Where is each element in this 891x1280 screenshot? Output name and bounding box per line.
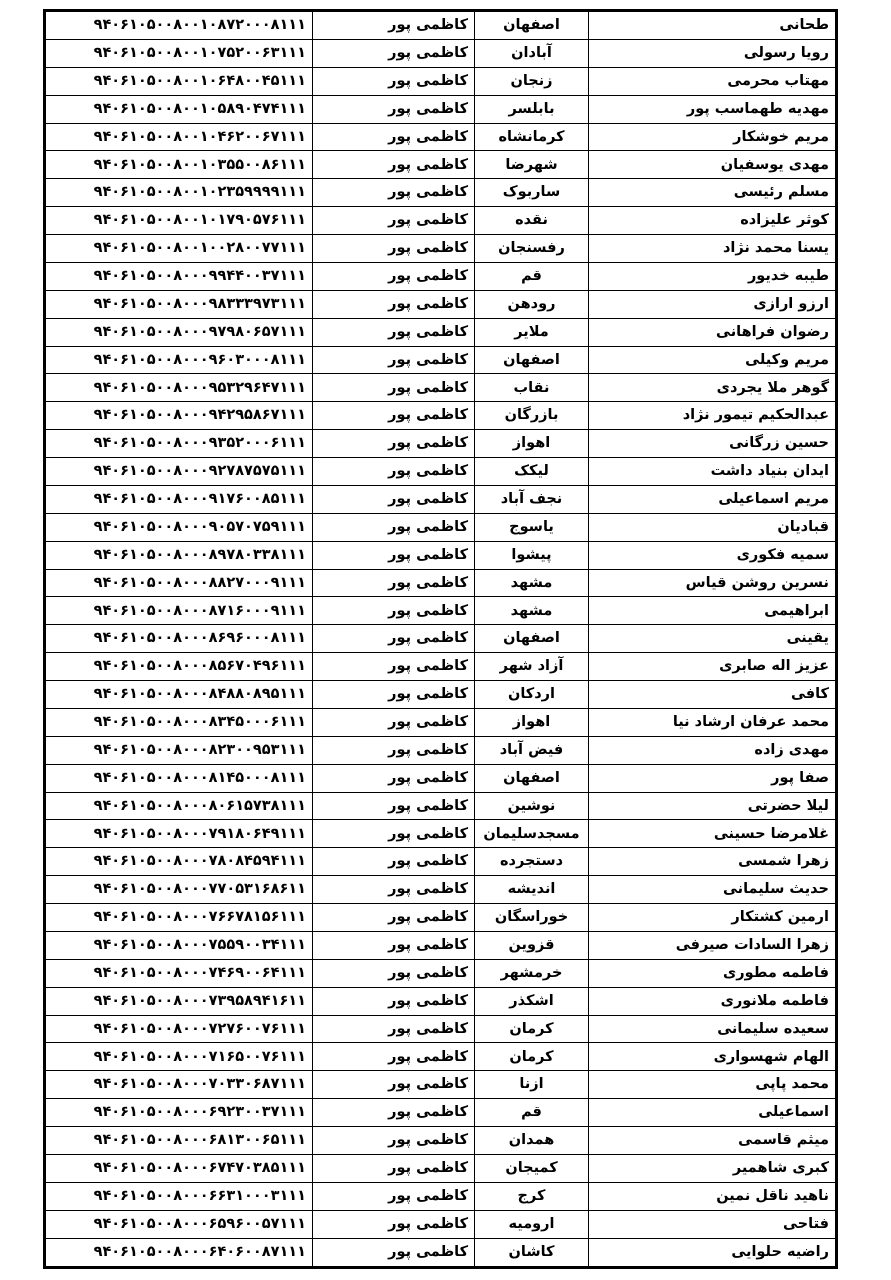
person-name-cell: نسرین روشن قیاس <box>589 569 836 597</box>
tracking-code-cell: ۹۴۰۶۱۰۵۰۰۸۰۰۰۹۰۵۷۰۷۵۹۱۱۱ <box>46 513 313 541</box>
tracking-code-cell: ۹۴۰۶۱۰۵۰۰۸۰۰۰۷۶۶۷۸۱۵۶۱۱۱ <box>46 904 313 932</box>
family-cell: کاظمی پور <box>313 931 475 959</box>
family-cell: کاظمی پور <box>313 681 475 709</box>
city-cell: مشهد <box>475 569 589 597</box>
family-cell: کاظمی پور <box>313 430 475 458</box>
city-cell: اصفهان <box>475 12 589 40</box>
tracking-code-cell: ۹۴۰۶۱۰۵۰۰۸۰۰۱۰۳۵۵۰۰۸۶۱۱۱ <box>46 151 313 179</box>
tracking-code-cell: ۹۴۰۶۱۰۵۰۰۸۰۰۰۶۶۳۱۰۰۰۳۱۱۱ <box>46 1182 313 1210</box>
table-row <box>46 12 836 40</box>
family-cell: کاظمی پور <box>313 848 475 876</box>
city-cell: ساربوک <box>475 179 589 207</box>
city-cell: آبادان <box>475 39 589 67</box>
city-cell: قزوین <box>475 931 589 959</box>
person-name-cell: مهتاب محرمی <box>589 67 836 95</box>
family-cell: کاظمی پور <box>313 207 475 235</box>
table-row <box>46 1015 836 1043</box>
tracking-code-cell: ۹۴۰۶۱۰۵۰۰۸۰۰۰۹۸۳۳۳۹۷۳۱۱۱ <box>46 290 313 318</box>
person-name-cell: ایدان بنیاد داشت <box>589 458 836 486</box>
tracking-code-cell: ۹۴۰۶۱۰۵۰۰۸۰۰۰۷۸۰۸۴۵۹۴۱۱۱ <box>46 848 313 876</box>
city-cell: نوشین <box>475 792 589 820</box>
city-cell: فیض آباد <box>475 736 589 764</box>
family-cell: کاظمی پور <box>313 1015 475 1043</box>
person-name-cell: غلامرضا حسینی <box>589 820 836 848</box>
city-cell: زنجان <box>475 67 589 95</box>
person-name-cell: فتاحی <box>589 1210 836 1238</box>
tracking-code-cell: ۹۴۰۶۱۰۵۰۰۸۰۰۰۷۷۰۵۳۱۶۸۶۱۱ <box>46 876 313 904</box>
city-cell: بابلسر <box>475 95 589 123</box>
table-row <box>46 207 836 235</box>
person-name-cell: مهدیه طهماسب پور <box>589 95 836 123</box>
family-cell: کاظمی پور <box>313 1182 475 1210</box>
table-row <box>46 959 836 987</box>
city-cell: مشهد <box>475 597 589 625</box>
city-cell: لیکک <box>475 458 589 486</box>
city-cell: بازرگان <box>475 402 589 430</box>
table-row <box>46 1099 836 1127</box>
city-cell: کرمان <box>475 1015 589 1043</box>
person-name-cell: فاطمه ملانوری <box>589 987 836 1015</box>
family-cell: کاظمی پور <box>313 1043 475 1071</box>
table-row <box>46 95 836 123</box>
roster-table <box>45 11 836 1267</box>
family-cell: کاظمی پور <box>313 402 475 430</box>
tracking-code-cell: ۹۴۰۶۱۰۵۰۰۸۰۰۰۸۰۶۱۵۷۳۸۱۱۱ <box>46 792 313 820</box>
tracking-code-cell: ۹۴۰۶۱۰۵۰۰۸۰۰۰۸۹۷۸۰۳۳۸۱۱۱ <box>46 541 313 569</box>
tracking-code-cell: ۹۴۰۶۱۰۵۰۰۸۰۰۰۸۶۹۶۰۰۰۸۱۱۱ <box>46 625 313 653</box>
person-name-cell: محمد پاپی <box>589 1071 836 1099</box>
table-row <box>46 290 836 318</box>
family-cell: کاظمی پور <box>313 485 475 513</box>
tracking-code-cell: ۹۴۰۶۱۰۵۰۰۸۰۰۰۹۱۷۶۰۰۸۵۱۱۱ <box>46 485 313 513</box>
person-name-cell: راضیه حلوایی <box>589 1238 836 1267</box>
tracking-code-cell: ۹۴۰۶۱۰۵۰۰۸۰۰۰۶۵۹۶۰۰۵۷۱۱۱ <box>46 1210 313 1238</box>
person-name-cell: مهدی یوسفیان <box>589 151 836 179</box>
person-name-cell: زهرا السادات صیرفی <box>589 931 836 959</box>
tracking-code-cell: ۹۴۰۶۱۰۵۰۰۸۰۰۰۹۷۹۸۰۶۵۷۱۱۱ <box>46 318 313 346</box>
city-cell: اصفهان <box>475 764 589 792</box>
table-row <box>46 736 836 764</box>
tracking-code-cell: ۹۴۰۶۱۰۵۰۰۸۰۰۰۷۴۶۹۰۰۶۴۱۱۱ <box>46 959 313 987</box>
table-row <box>46 792 836 820</box>
table-row <box>46 458 836 486</box>
table-row <box>46 987 836 1015</box>
city-cell: رودهن <box>475 290 589 318</box>
family-cell: کاظمی پور <box>313 513 475 541</box>
table-row <box>46 1182 836 1210</box>
person-name-cell: زهرا شمسی <box>589 848 836 876</box>
table-row <box>46 1210 836 1238</box>
person-name-cell: عبدالحکیم تیمور نژاد <box>589 402 836 430</box>
table-row <box>46 904 836 932</box>
tracking-code-cell: ۹۴۰۶۱۰۵۰۰۸۰۰۰۷۳۹۵۸۹۴۱۶۱۱ <box>46 987 313 1015</box>
person-name-cell: ارزو ارازی <box>589 290 836 318</box>
table-row <box>46 708 836 736</box>
person-name-cell: مهدی زاده <box>589 736 836 764</box>
person-name-cell: سمیه فکوری <box>589 541 836 569</box>
table-row <box>46 1127 836 1155</box>
city-cell: اصفهان <box>475 625 589 653</box>
family-cell: کاظمی پور <box>313 95 475 123</box>
table-row <box>46 876 836 904</box>
city-cell: اهواز <box>475 430 589 458</box>
family-cell: کاظمی پور <box>313 262 475 290</box>
family-cell: کاظمی پور <box>313 151 475 179</box>
family-cell: کاظمی پور <box>313 792 475 820</box>
table-row <box>46 346 836 374</box>
city-cell: پیشوا <box>475 541 589 569</box>
document-page <box>43 9 838 1269</box>
roster-table-body <box>46 12 836 1267</box>
person-name-cell: الهام شهسواری <box>589 1043 836 1071</box>
table-row <box>46 374 836 402</box>
city-cell: نجف آباد <box>475 485 589 513</box>
family-cell: کاظمی پور <box>313 597 475 625</box>
family-cell: کاظمی پور <box>313 1071 475 1099</box>
family-cell: کاظمی پور <box>313 569 475 597</box>
person-name-cell: رضوان فراهانی <box>589 318 836 346</box>
family-cell: کاظمی پور <box>313 458 475 486</box>
person-name-cell: کوثر علیزاده <box>589 207 836 235</box>
table-row <box>46 430 836 458</box>
table-row <box>46 318 836 346</box>
tracking-code-cell: ۹۴۰۶۱۰۵۰۰۸۰۰۱۰۴۶۲۰۰۶۷۱۱۱ <box>46 123 313 151</box>
table-row <box>46 820 836 848</box>
city-cell: مسجدسلیمان <box>475 820 589 848</box>
city-cell: نقده <box>475 207 589 235</box>
family-cell: کاظمی پور <box>313 876 475 904</box>
city-cell: اردکان <box>475 681 589 709</box>
table-row <box>46 597 836 625</box>
city-cell: رفسنجان <box>475 235 589 263</box>
tracking-code-cell: ۹۴۰۶۱۰۵۰۰۸۰۰۰۸۸۲۷۰۰۰۹۱۱۱ <box>46 569 313 597</box>
tracking-code-cell: ۹۴۰۶۱۰۵۰۰۸۰۰۰۹۶۰۳۰۰۰۸۱۱۱ <box>46 346 313 374</box>
tracking-code-cell: ۹۴۰۶۱۰۵۰۰۸۰۰۰۷۲۷۶۰۰۷۶۱۱۱ <box>46 1015 313 1043</box>
family-cell: کاظمی پور <box>313 1127 475 1155</box>
family-cell: کاظمی پور <box>313 1154 475 1182</box>
tracking-code-cell: ۹۴۰۶۱۰۵۰۰۸۰۰۰۶۸۱۳۰۰۶۵۱۱۱ <box>46 1127 313 1155</box>
person-name-cell: ارمین کشتکار <box>589 904 836 932</box>
family-cell: کاظمی پور <box>313 541 475 569</box>
family-cell: کاظمی پور <box>313 123 475 151</box>
person-name-cell: لیلا حضرتی <box>589 792 836 820</box>
city-cell: خوراسگان <box>475 904 589 932</box>
table-row <box>46 1043 836 1071</box>
table-row <box>46 67 836 95</box>
city-cell: ازنا <box>475 1071 589 1099</box>
city-cell: اندیشه <box>475 876 589 904</box>
city-cell: دستجرده <box>475 848 589 876</box>
family-cell: کاظمی پور <box>313 1099 475 1127</box>
tracking-code-cell: ۹۴۰۶۱۰۵۰۰۸۰۰۱۰۲۳۵۹۹۹۹۱۱۱ <box>46 179 313 207</box>
family-cell: کاظمی پور <box>313 39 475 67</box>
person-name-cell: میثم قاسمی <box>589 1127 836 1155</box>
family-cell: کاظمی پور <box>313 318 475 346</box>
family-cell: کاظمی پور <box>313 625 475 653</box>
family-cell: کاظمی پور <box>313 736 475 764</box>
city-cell: اشکذر <box>475 987 589 1015</box>
tracking-code-cell: ۹۴۰۶۱۰۵۰۰۸۰۰۰۸۱۴۵۰۰۰۸۱۱۱ <box>46 764 313 792</box>
person-name-cell: فاطمه مطوری <box>589 959 836 987</box>
tracking-code-cell: ۹۴۰۶۱۰۵۰۰۸۰۰۰۸۲۳۰۰۹۵۳۱۱۱ <box>46 736 313 764</box>
person-name-cell: ابراهیمی <box>589 597 836 625</box>
tracking-code-cell: ۹۴۰۶۱۰۵۰۰۸۰۰۰۸۵۶۷۰۴۹۶۱۱۱ <box>46 653 313 681</box>
person-name-cell: طیبه خدیور <box>589 262 836 290</box>
person-name-cell: گوهر ملا یجردی <box>589 374 836 402</box>
person-name-cell: رویا رسولی <box>589 39 836 67</box>
family-cell: کاظمی پور <box>313 653 475 681</box>
tracking-code-cell: ۹۴۰۶۱۰۵۰۰۸۰۰۰۶۷۴۷۰۳۸۵۱۱۱ <box>46 1154 313 1182</box>
table-row <box>46 848 836 876</box>
tracking-code-cell: ۹۴۰۶۱۰۵۰۰۸۰۰۱۰۷۵۲۰۰۶۳۱۱۱ <box>46 39 313 67</box>
family-cell: کاظمی پور <box>313 235 475 263</box>
table-row <box>46 1238 836 1267</box>
city-cell: کرج <box>475 1182 589 1210</box>
table-row <box>46 764 836 792</box>
person-name-cell: اسماعیلی <box>589 1099 836 1127</box>
city-cell: شهرضا <box>475 151 589 179</box>
tracking-code-cell: ۹۴۰۶۱۰۵۰۰۸۰۰۰۶۴۰۶۰۰۸۷۱۱۱ <box>46 1238 313 1267</box>
table-row <box>46 541 836 569</box>
city-cell: آزاد شهر <box>475 653 589 681</box>
city-cell: همدان <box>475 1127 589 1155</box>
tracking-code-cell: ۹۴۰۶۱۰۵۰۰۸۰۰۰۹۴۲۹۵۸۶۷۱۱۱ <box>46 402 313 430</box>
city-cell: اصفهان <box>475 346 589 374</box>
table-row <box>46 485 836 513</box>
table-row <box>46 1071 836 1099</box>
person-name-cell: محمد عرفان ارشاد نیا <box>589 708 836 736</box>
person-name-cell: عزیز اله صابری <box>589 653 836 681</box>
family-cell: کاظمی پور <box>313 374 475 402</box>
tracking-code-cell: ۹۴۰۶۱۰۵۰۰۸۰۰۱۰۰۲۸۰۰۷۷۱۱۱ <box>46 235 313 263</box>
tracking-code-cell: ۹۴۰۶۱۰۵۰۰۸۰۰۰۷۰۳۳۰۶۸۷۱۱۱ <box>46 1071 313 1099</box>
person-name-cell: یقینی <box>589 625 836 653</box>
person-name-cell: مریم اسماعیلی <box>589 485 836 513</box>
table-row <box>46 402 836 430</box>
city-cell: اهواز <box>475 708 589 736</box>
city-cell: کرمانشاه <box>475 123 589 151</box>
table-row <box>46 569 836 597</box>
family-cell: کاظمی پور <box>313 1238 475 1267</box>
family-cell: کاظمی پور <box>313 290 475 318</box>
person-name-cell: یسنا محمد نژاد <box>589 235 836 263</box>
table-row <box>46 653 836 681</box>
family-cell: کاظمی پور <box>313 820 475 848</box>
table-row <box>46 39 836 67</box>
person-name-cell: طحانی <box>589 12 836 40</box>
table-row <box>46 931 836 959</box>
city-cell: کاشان <box>475 1238 589 1267</box>
family-cell: کاظمی پور <box>313 959 475 987</box>
person-name-cell: کافی <box>589 681 836 709</box>
city-cell: قم <box>475 262 589 290</box>
tracking-code-cell: ۹۴۰۶۱۰۵۰۰۸۰۰۰۶۹۲۳۰۰۳۷۱۱۱ <box>46 1099 313 1127</box>
table-row <box>46 151 836 179</box>
table-row <box>46 123 836 151</box>
table-row <box>46 513 836 541</box>
tracking-code-cell: ۹۴۰۶۱۰۵۰۰۸۰۰۰۷۵۵۹۰۰۳۴۱۱۱ <box>46 931 313 959</box>
tracking-code-cell: ۹۴۰۶۱۰۵۰۰۸۰۰۰۸۷۱۶۰۰۰۹۱۱۱ <box>46 597 313 625</box>
family-cell: کاظمی پور <box>313 987 475 1015</box>
family-cell: کاظمی پور <box>313 1210 475 1238</box>
person-name-cell: سعیده سلیمانی <box>589 1015 836 1043</box>
city-cell: کرمان <box>475 1043 589 1071</box>
table-row <box>46 262 836 290</box>
tracking-code-cell: ۹۴۰۶۱۰۵۰۰۸۰۰۱۰۶۴۸۰۰۴۵۱۱۱ <box>46 67 313 95</box>
tracking-code-cell: ۹۴۰۶۱۰۵۰۰۸۰۰۰۷۹۱۸۰۶۴۹۱۱۱ <box>46 820 313 848</box>
tracking-code-cell: ۹۴۰۶۱۰۵۰۰۸۰۰۱۰۱۷۹۰۵۷۶۱۱۱ <box>46 207 313 235</box>
tracking-code-cell: ۹۴۰۶۱۰۵۰۰۸۰۰۰۹۲۷۸۷۵۷۵۱۱۱ <box>46 458 313 486</box>
tracking-code-cell: ۹۴۰۶۱۰۵۰۰۸۰۰۰۹۵۳۲۹۶۴۷۱۱۱ <box>46 374 313 402</box>
family-cell: کاظمی پور <box>313 179 475 207</box>
person-name-cell: صفا پور <box>589 764 836 792</box>
person-name-cell: مریم وکیلی <box>589 346 836 374</box>
person-name-cell: کبری شاهمیر <box>589 1154 836 1182</box>
city-cell: نقاب <box>475 374 589 402</box>
family-cell: کاظمی پور <box>313 12 475 40</box>
table-row <box>46 235 836 263</box>
table-row <box>46 681 836 709</box>
person-name-cell: ناهید ناقل نمین <box>589 1182 836 1210</box>
table-row <box>46 1154 836 1182</box>
table-row <box>46 179 836 207</box>
family-cell: کاظمی پور <box>313 904 475 932</box>
tracking-code-cell: ۹۴۰۶۱۰۵۰۰۸۰۰۰۸۴۸۸۰۸۹۵۱۱۱ <box>46 681 313 709</box>
tracking-code-cell: ۹۴۰۶۱۰۵۰۰۸۰۰۱۰۵۸۹۰۴۷۴۱۱۱ <box>46 95 313 123</box>
person-name-cell: مسلم رئیسی <box>589 179 836 207</box>
city-cell: ارومیه <box>475 1210 589 1238</box>
person-name-cell: حدیث سلیمانی <box>589 876 836 904</box>
person-name-cell: حسین زرگانی <box>589 430 836 458</box>
tracking-code-cell: ۹۴۰۶۱۰۵۰۰۸۰۰۰۷۱۶۵۰۰۷۶۱۱۱ <box>46 1043 313 1071</box>
family-cell: کاظمی پور <box>313 67 475 95</box>
tracking-code-cell: ۹۴۰۶۱۰۵۰۰۸۰۰۰۸۳۴۵۰۰۰۶۱۱۱ <box>46 708 313 736</box>
city-cell: کمیجان <box>475 1154 589 1182</box>
table-row <box>46 625 836 653</box>
person-name-cell: قبادیان <box>589 513 836 541</box>
family-cell: کاظمی پور <box>313 708 475 736</box>
city-cell: خرمشهر <box>475 959 589 987</box>
city-cell: یاسوج <box>475 513 589 541</box>
family-cell: کاظمی پور <box>313 346 475 374</box>
city-cell: ملایر <box>475 318 589 346</box>
tracking-code-cell: ۹۴۰۶۱۰۵۰۰۸۰۰۱۰۸۷۲۰۰۰۸۱۱۱ <box>46 12 313 40</box>
family-cell: کاظمی پور <box>313 764 475 792</box>
tracking-code-cell: ۹۴۰۶۱۰۵۰۰۸۰۰۰۹۳۵۲۰۰۰۶۱۱۱ <box>46 430 313 458</box>
person-name-cell: مریم خوشکار <box>589 123 836 151</box>
tracking-code-cell: ۹۴۰۶۱۰۵۰۰۸۰۰۰۹۹۴۴۰۰۳۷۱۱۱ <box>46 262 313 290</box>
city-cell: قم <box>475 1099 589 1127</box>
